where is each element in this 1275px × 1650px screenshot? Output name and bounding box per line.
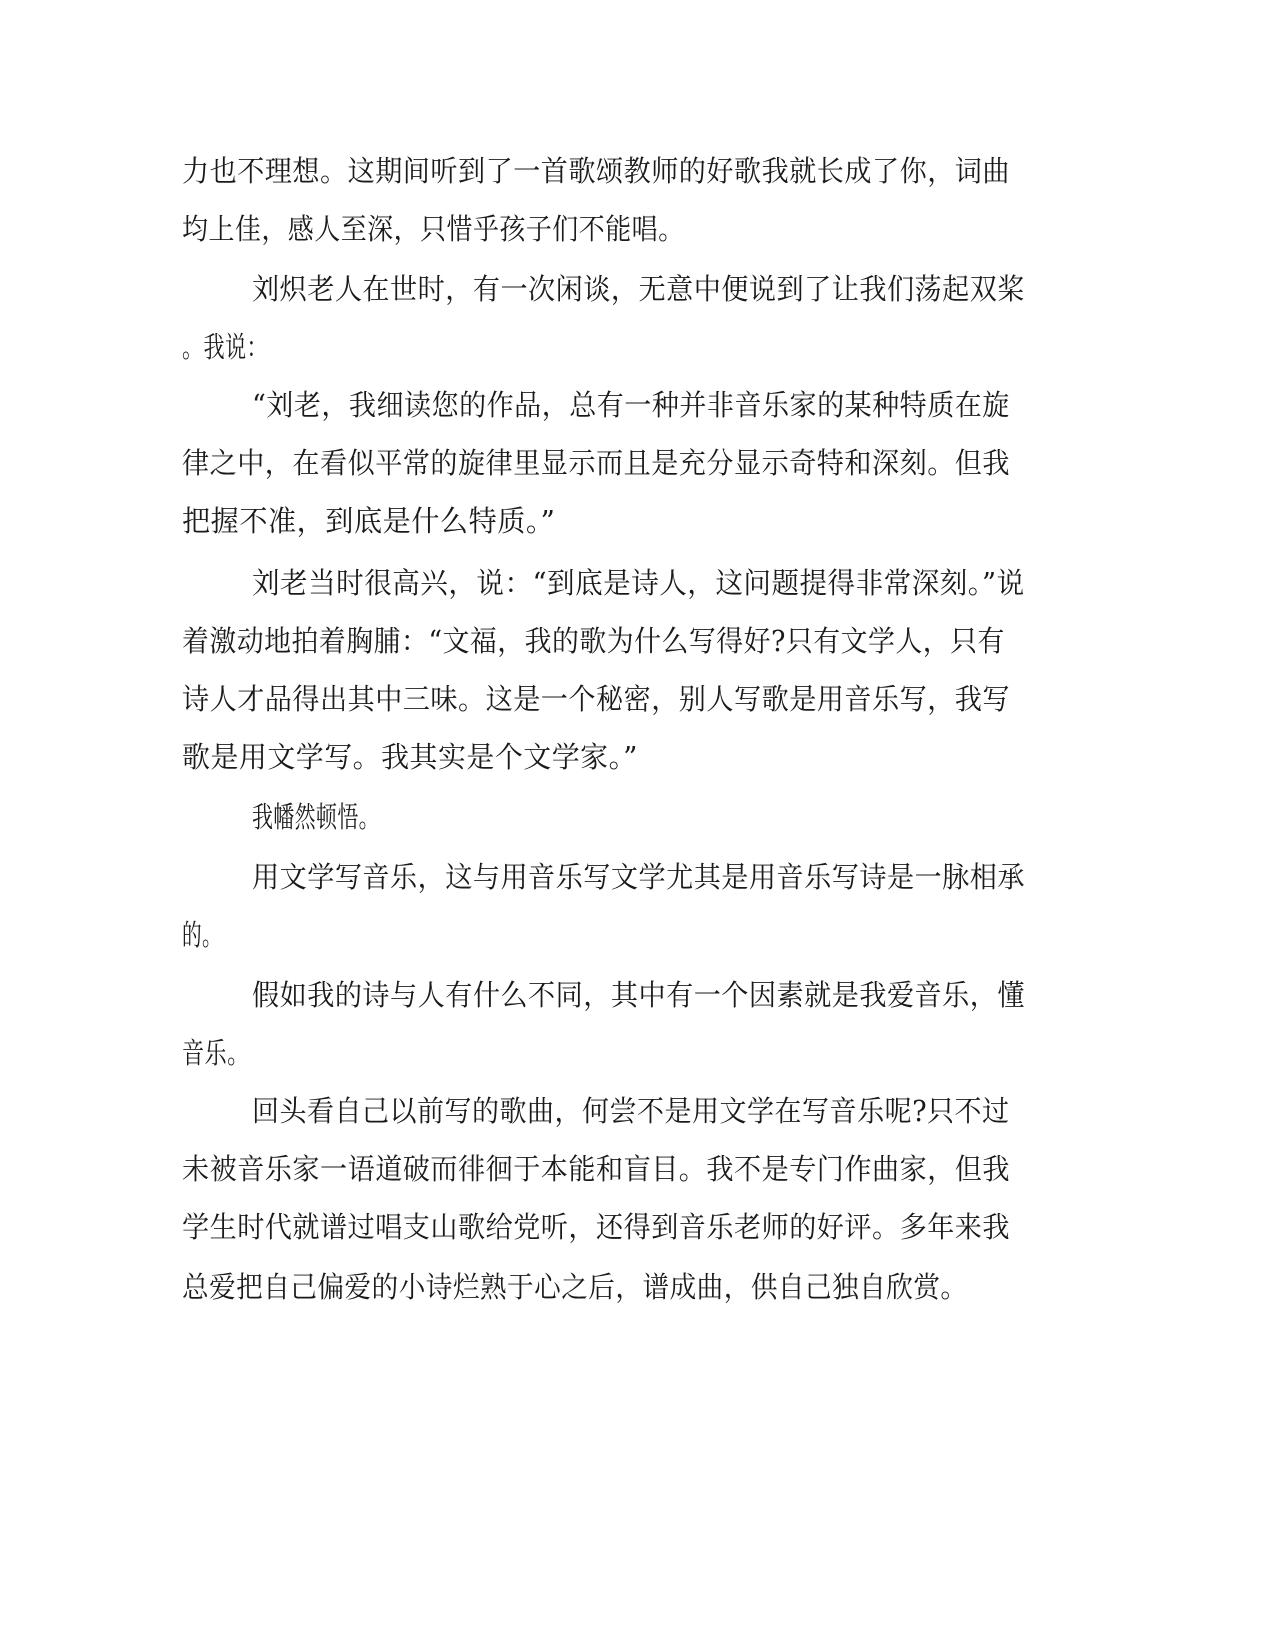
text-line: 着激动地拍着胸脯：“文福，我的歌为什么写得好?只有文学人，只有 bbox=[182, 624, 1005, 658]
text-line: 律之中，在看似平常的旋律里显示而且是充分显示奇特和深刻。但我 bbox=[182, 446, 1011, 480]
text-line: 刘炽老人在世时，有一次闲谈，无意中便说到了让我们荡起双桨 bbox=[252, 272, 1025, 306]
text-line: 未被音乐家一语道破而徘徊于本能和盲目。我不是专门作曲家，但我 bbox=[182, 1152, 1011, 1186]
text-line: 假如我的诗与人有什么不同，其中有一个因素就是我爱音乐，懂 bbox=[252, 978, 1025, 1012]
text-line: 力也不理想。这期间听到了一首歌颂教师的好歌我就长成了你，词曲 bbox=[182, 154, 1011, 188]
text-line: 。我说： bbox=[182, 330, 269, 364]
text-line: 把握不准，到底是什么特质。” bbox=[182, 504, 556, 538]
text-line: 诗人才品得出其中三味。这是一个秘密，别人写歌是用音乐写，我写 bbox=[182, 682, 1011, 716]
text-line: 刘老当时很高兴，说：“到底是诗人，这问题提得非常深刻。”说 bbox=[252, 566, 1025, 600]
text-line: 均上佳，感人至深，只惜乎孩子们不能唱。 bbox=[182, 212, 685, 246]
text-line: 回头看自己以前写的歌曲，何尝不是用文学在写音乐呢?只不过 bbox=[252, 1094, 1010, 1128]
text-line: 总爱把自己偏爱的小诗烂熟于心之后，谱成曲，供自己独自欣赏。 bbox=[182, 1270, 968, 1304]
text-line: 用文学写音乐，这与用音乐写文学尤其是用音乐写诗是一脉相承 bbox=[252, 860, 1025, 894]
text-line: 歌是用文学写。我其实是个文学家。” bbox=[182, 740, 638, 774]
text-line: 学生时代就谱过唱支山歌给党听，还得到音乐老师的好评。多年来我 bbox=[182, 1210, 1011, 1244]
text-line: 我幡然顿悟。 bbox=[252, 800, 381, 834]
text-line: 的。 bbox=[182, 918, 223, 952]
text-line: “刘老，我细读您的作品，总有一种并非音乐家的某种特质在旋 bbox=[252, 388, 1010, 422]
text-line: 音乐。 bbox=[182, 1036, 250, 1070]
